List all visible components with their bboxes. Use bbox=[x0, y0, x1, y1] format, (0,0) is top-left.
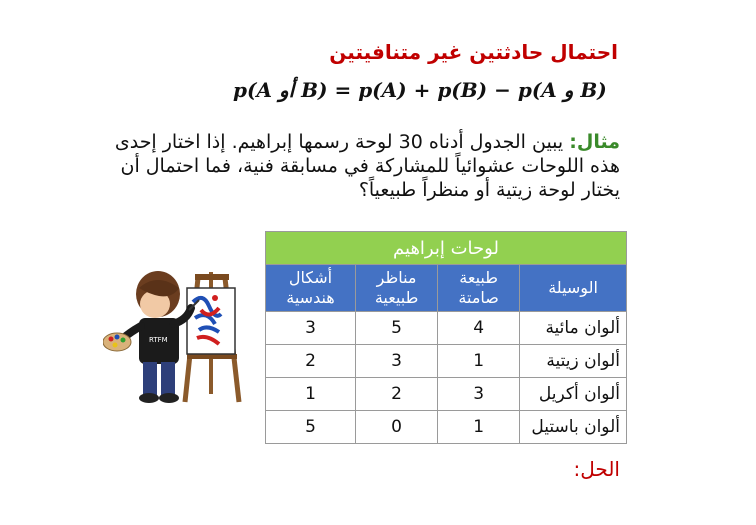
cell-value: 2 bbox=[266, 345, 356, 378]
formula-term3: p(A و B) bbox=[517, 78, 607, 102]
cell-value: 2 bbox=[355, 378, 437, 411]
table-caption-row bbox=[266, 232, 627, 265]
table-header-row bbox=[266, 265, 627, 312]
cell-medium: ألوان باستيل bbox=[520, 411, 627, 444]
cell-medium: ألوان أكريل bbox=[520, 378, 627, 411]
cell-value: 3 bbox=[266, 312, 356, 345]
cell-medium: ألوان زيتية bbox=[520, 345, 627, 378]
formula-minus: − bbox=[487, 78, 518, 102]
cell-value: 1 bbox=[266, 378, 356, 411]
example-label: مثال: bbox=[569, 131, 620, 153]
formula-lhs: p(A أو B) bbox=[233, 78, 328, 102]
paintings-table bbox=[265, 231, 627, 444]
example-text: يبين الجدول أدناه 30 لوحة رسمها إبراهيم. إذا اختار إحدى هذه اللوحات عشوائياً للمشاركة في مسابقة فنية، فما احتمال أن يختار لوحة زيتية أو منظراً طبيعياً؟ bbox=[114, 131, 620, 201]
example-paragraph bbox=[100, 130, 620, 202]
cell-value: 1 bbox=[438, 345, 520, 378]
cell-value: 3 bbox=[355, 345, 437, 378]
cell-value: 5 bbox=[355, 312, 437, 345]
cell-value: 3 bbox=[438, 378, 520, 411]
table-row bbox=[266, 378, 627, 411]
table-row bbox=[266, 345, 627, 378]
formula-plus: + bbox=[406, 78, 438, 102]
cell-value: 1 bbox=[438, 411, 520, 444]
formula-term2: p(B) bbox=[437, 78, 488, 102]
header-medium: الوسيلة bbox=[520, 265, 627, 312]
cell-medium: ألوان مائية bbox=[520, 312, 627, 345]
painter-illustration bbox=[103, 266, 253, 406]
shirt-text: RTFM bbox=[149, 336, 168, 344]
probability-formula bbox=[233, 78, 607, 102]
page-title: احتمال حادثتين غير متنافيتين bbox=[329, 40, 618, 64]
solution-label: الحل: bbox=[573, 457, 620, 481]
table-row bbox=[266, 312, 627, 345]
table-row bbox=[266, 411, 627, 444]
cell-value: 5 bbox=[266, 411, 356, 444]
table-caption: لوحات إبراهيم bbox=[266, 232, 627, 265]
formula-equals: = bbox=[327, 78, 359, 102]
header-geometric: أشكال هندسية bbox=[266, 265, 356, 312]
cell-value: 0 bbox=[355, 411, 437, 444]
formula-term1: p(A) bbox=[358, 78, 407, 102]
cell-value: 4 bbox=[438, 312, 520, 345]
header-still-life: طبيعة صامتة bbox=[438, 265, 520, 312]
header-landscapes: مناظر طبيعية bbox=[355, 265, 437, 312]
